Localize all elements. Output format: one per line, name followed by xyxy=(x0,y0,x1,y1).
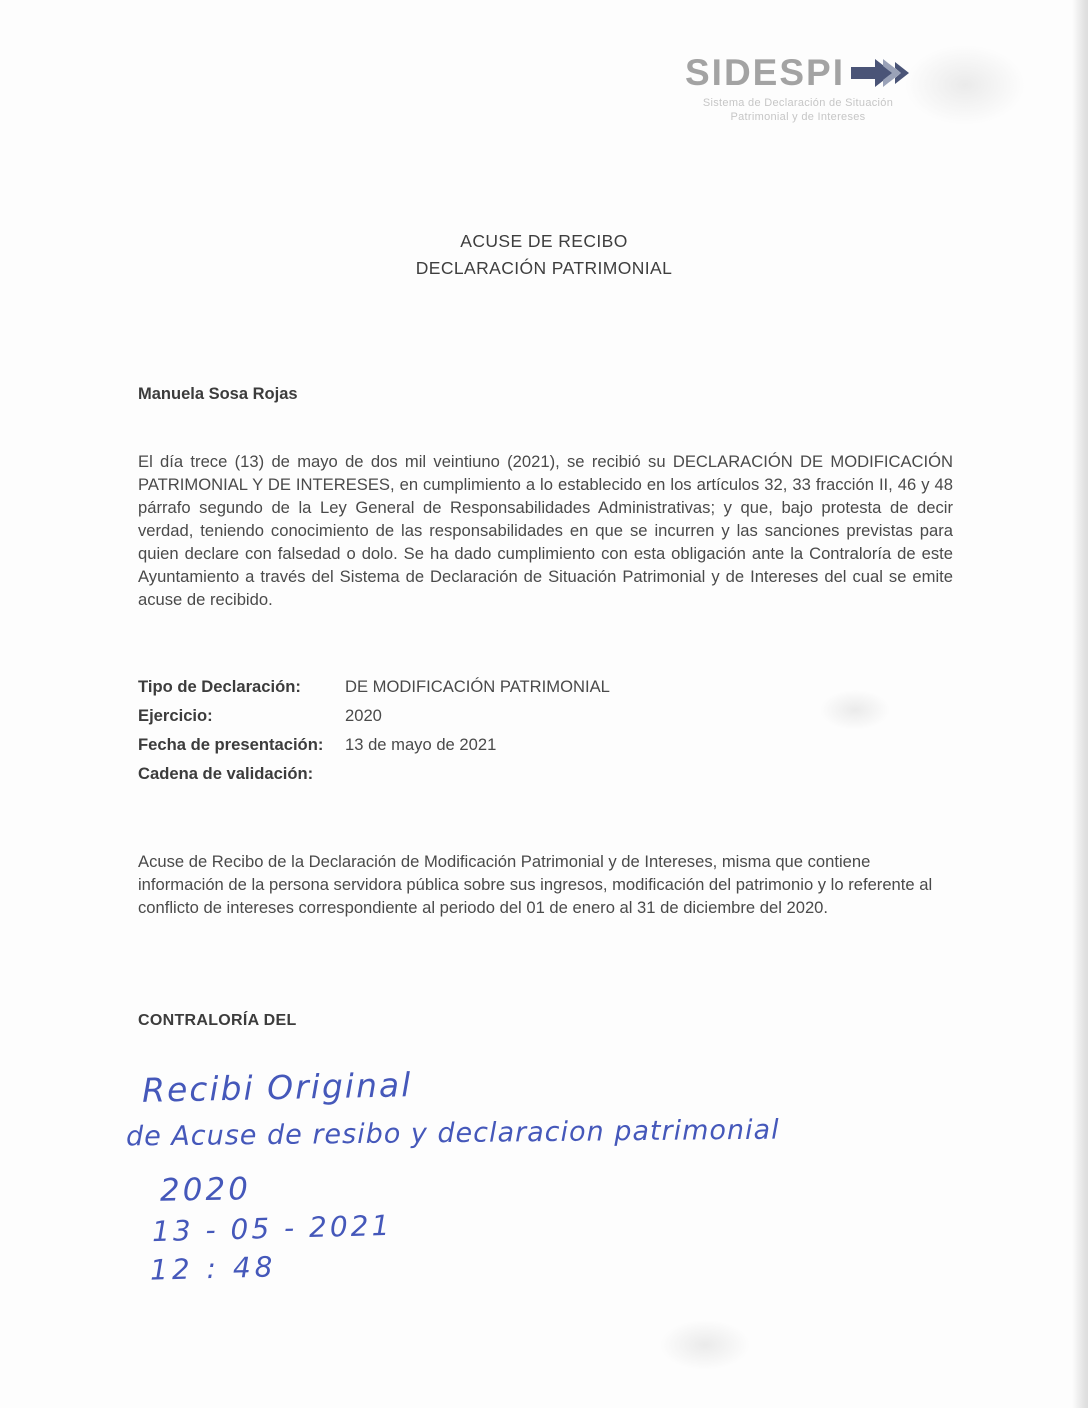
field-row-fecha xyxy=(138,730,953,759)
field-label: Tipo de Declaración: xyxy=(138,677,301,696)
field-row-cadena xyxy=(138,759,953,788)
logo-tagline-line2: Patrimonial y de Intereses xyxy=(730,111,866,123)
handwriting-line-1: Recibi Original xyxy=(141,1065,413,1110)
body-paragraph: El día trece (13) de mayo de dos mil veintiuno (2021), se recibió su DECLARACIÓN DE MODIFICACIÓN PATRIMONIAL Y DE INTERESES, en cumplimiento a lo establecido en los artículos 32, 33 fracción II, 46 y 48 párrafo segundo de la Ley General de Responsabilidades Administrativas; y que, bajo protesta de decir verdad, teniendo conocimiento de las responsabilidades en que se incurren y las sanciones previstas para quien declare con falsedad o dolo. Se ha dado cumplimiento con esta obligación ante la Contraloría de este Ayuntamiento a través del Sistema de Declaración de Situación Patrimonial y de Intereses del cual se emite acuse de recibido. xyxy=(138,452,953,609)
field-value: 13 de mayo de 2021 xyxy=(345,735,497,754)
field-label: Cadena de validación: xyxy=(138,764,314,783)
field-label: Ejercicio: xyxy=(138,706,213,725)
field-value: 2020 xyxy=(345,706,382,725)
double-arrow-icon xyxy=(849,53,911,93)
office-line: CONTRALORÍA DEL xyxy=(138,1012,297,1029)
logo-tagline xyxy=(668,96,928,124)
handwriting-line-3: 2020 xyxy=(159,1171,252,1209)
closing-paragraph: Acuse de Recibo de la Declaración de Modificación Patrimonial y de Intereses, misma que contiene información de la persona servidora pública sobre sus ingresos, modificación del patrimonio y lo referente al conflicto de intereses correspondiente al periodo del 01 de enero al 31 de diciembre del 2020. xyxy=(138,852,933,917)
recipient-name: Manuela Sosa Rojas xyxy=(138,385,298,403)
scan-artifact xyxy=(660,1320,750,1370)
handwriting-line-5: 12 : 48 xyxy=(149,1250,277,1287)
handwriting-line-2: de Acuse de resibo y declaracion patrimonial xyxy=(125,1114,780,1153)
field-row-ejercicio xyxy=(138,701,953,730)
handwriting-line-4: 13 - 05 - 2021 xyxy=(151,1208,393,1249)
document-title-line2: DECLARACIÓN PATRIMONIAL xyxy=(415,258,673,278)
logo-wordmark: SIDESPI xyxy=(685,52,845,93)
declaration-fields xyxy=(138,672,953,788)
field-value xyxy=(345,759,953,788)
document-title-line1: ACUSE DE RECIBO xyxy=(460,231,628,251)
logo-tagline-line1: Sistema de Declaración de Situación xyxy=(702,97,894,109)
scan-edge-shadow xyxy=(1072,0,1088,1408)
field-value: DE MODIFICACIÓN PATRIMONIAL xyxy=(345,677,610,696)
field-label: Fecha de presentación: xyxy=(138,735,324,754)
field-row-tipo xyxy=(138,672,953,701)
sidespi-logo xyxy=(668,52,928,124)
document-title xyxy=(0,228,1088,282)
